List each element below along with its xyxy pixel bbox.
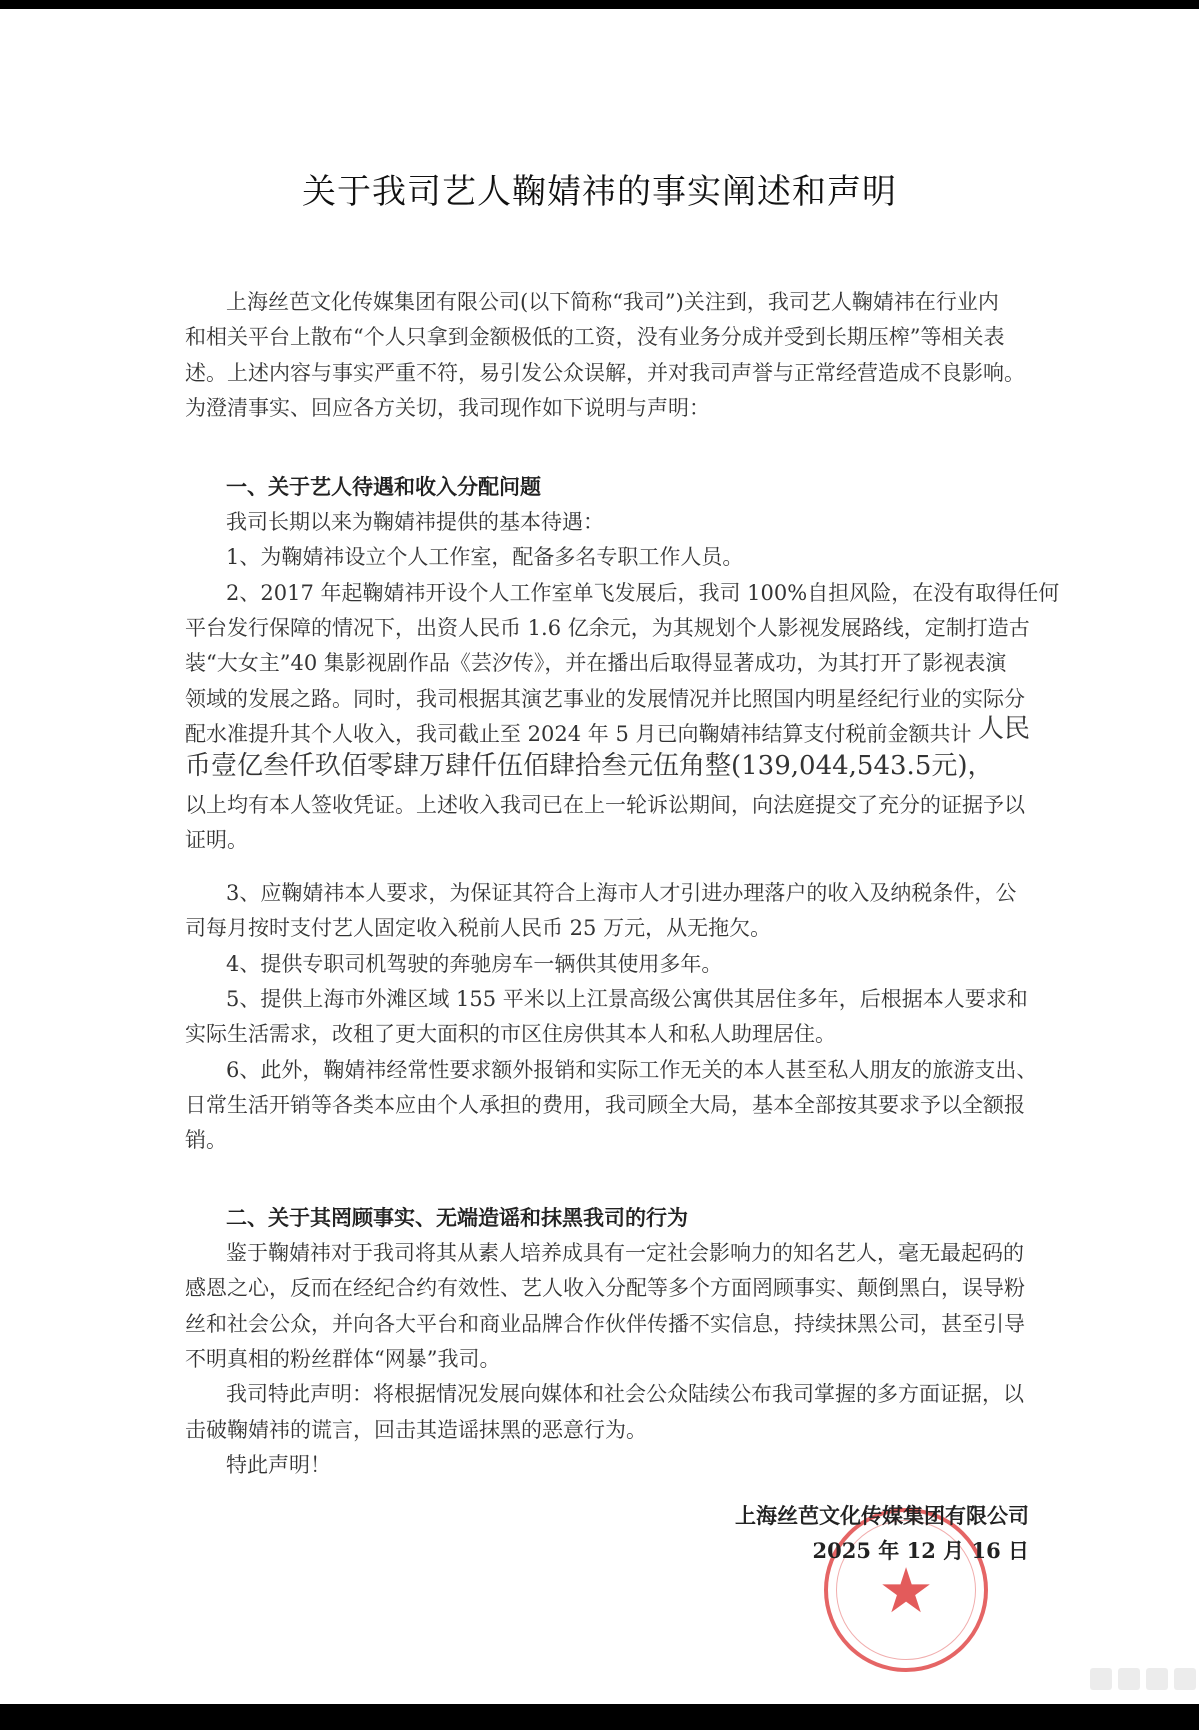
top-black-bar — [0, 0, 1199, 9]
signature-company: 上海丝芭文化传媒集团有限公司 — [735, 1503, 1029, 1528]
item-5-line: 5、提供上海市外滩区域 155 平米以上江景高级公寓供其居住多年，后根据本人要求和 — [226, 987, 1028, 1011]
watermark — [1090, 1668, 1196, 1690]
section1-heading: 一、关于艺人待遇和收入分配问题 — [226, 474, 541, 499]
item-2-amount-prefix: 人民 — [978, 714, 1031, 744]
item-6-line: 销。 — [185, 1128, 227, 1152]
intro-line: 上海丝芭文化传媒集团有限公司(以下简称“我司”)关注到，我司艺人鞠婧祎在行业内 — [226, 290, 999, 314]
company-seal-stamp — [824, 1508, 988, 1672]
item-2-line: 以上均有本人签收凭证。上述收入我司已在上一轮诉讼期间，向法庭提交了充分的证据予以 — [185, 793, 1025, 817]
item-2-line: 配水准提升其个人收入，我司截止至 2024 年 5 月已向鞠婧祎结算支付税前金额共计 — [185, 722, 972, 746]
item-2-amount: 币壹亿叁仟玖佰零肆万肆仟伍佰肆拾叁元伍角整(139,044,543.5元)， — [185, 751, 994, 781]
item-2-line: 2、2017 年起鞠婧祎开设个人工作室单飞发展后，我司 100%自担风险，在没有取得任何 — [226, 581, 1060, 605]
item-6-line: 日常生活开销等各类本应由个人承担的费用，我司顾全大局，基本全部按其要求予以全额报 — [185, 1093, 1025, 1117]
item-6-line: 6、此外，鞠婧祎经常性要求额外报销和实际工作无关的本人甚至私人朋友的旅游支出、 — [226, 1058, 1038, 1082]
section2-para2-line: 击破鞠婧祎的谎言，回击其造谣抹黑的恶意行为。 — [185, 1418, 647, 1442]
intro-line: 为澄清事实、回应各方关切，我司现作如下说明与声明： — [185, 396, 710, 420]
item-2-line: 领域的发展之路。同时，我司根据其演艺事业的发展情况并比照国内明星经纪行业的实际分 — [185, 687, 1025, 711]
section2-para1-line: 不明真相的粉丝群体“网暴”我司。 — [185, 1347, 501, 1371]
item-1: 1、为鞠婧祎设立个人工作室，配备多名专职工作人员。 — [226, 545, 744, 569]
item-3-line: 司每月按时支付艺人固定收入税前人民币 25 万元，从无拖欠。 — [185, 916, 772, 940]
item-2-line: 平台发行保障的情况下，出资人民币 1.6 亿余元，为其规划个人影视发展路线，定制打造古 — [185, 616, 1030, 640]
item-3-line: 3、应鞠婧祎本人要求，为保证其符合上海市人才引进办理落户的收入及纳税条件，公 — [226, 881, 1017, 905]
item-2-line: 证明。 — [185, 828, 248, 852]
bottom-black-bar — [0, 1704, 1199, 1730]
section2-para1-line: 丝和社会公众，并向各大平台和商业品牌合作伙伴传播不实信息，持续抹黑公司，甚至引导 — [185, 1312, 1025, 1336]
item-2-line: 装“大女主”40 集影视剧作品《芸汐传》，并在播出后取得显著成功，为其打开了影视表演 — [185, 651, 1007, 675]
item-5-line: 实际生活需求，改租了更大面积的市区住房供其本人和私人助理居住。 — [185, 1022, 836, 1046]
section1-lead: 我司长期以来为鞠婧祎提供的基本待遇： — [226, 510, 604, 534]
item-4: 4、提供专职司机驾驶的奔驰房车一辆供其使用多年。 — [226, 952, 723, 976]
closing-statement: 特此声明！ — [226, 1453, 331, 1477]
signature-date: 2025 年 12 月 16 日 — [812, 1538, 1029, 1563]
section2-para1-line: 感恩之心，反而在经纪合约有效性、艺人收入分配等多个方面罔顾事实、颠倒黑白，误导粉 — [185, 1276, 1025, 1300]
star-icon: ★ — [878, 1554, 934, 1627]
intro-line: 述。上述内容与事实严重不符，易引发公众误解，并对我司声誉与正常经营造成不良影响。 — [185, 361, 1025, 385]
section2-para2-line: 我司特此声明：将根据情况发展向媒体和社会公众陆续公布我司掌握的多方面证据，以 — [226, 1382, 1024, 1406]
document-title: 关于我司艺人鞠婧祎的事实阐述和声明 — [302, 172, 897, 212]
section2-heading: 二、关于其罔顾事实、无端造谣和抹黑我司的行为 — [226, 1205, 688, 1230]
intro-line: 和相关平台上散布“个人只拿到金额极低的工资，没有业务分成并受到长期压榨”等相关表 — [185, 325, 1005, 349]
section2-para1-line: 鉴于鞠婧祎对于我司将其从素人培养成具有一定社会影响力的知名艺人，毫无最起码的 — [226, 1241, 1024, 1265]
